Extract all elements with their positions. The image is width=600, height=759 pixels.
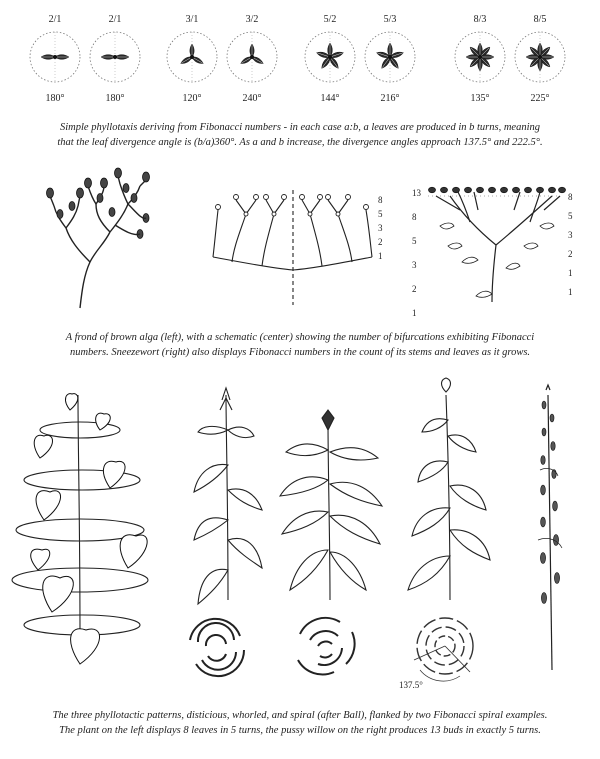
sneezewort-number: 2 bbox=[568, 249, 573, 259]
schematic-number: 1 bbox=[378, 251, 383, 261]
schematic-number: 3 bbox=[378, 223, 383, 233]
divergence-diagram bbox=[90, 14, 140, 104]
divergence-diagram bbox=[30, 14, 80, 104]
divergence-diagram bbox=[167, 14, 217, 104]
ratio-label: 8/3 bbox=[473, 14, 487, 25]
bifurcation-schematic bbox=[213, 190, 372, 305]
ratio-label: 8/5 bbox=[533, 14, 547, 25]
spiral-leaf-plant-drawing bbox=[12, 394, 148, 664]
divergence-angle-label: 225° bbox=[530, 93, 550, 104]
divergence-diagram bbox=[365, 14, 415, 104]
sneezewort-number: 1 bbox=[568, 268, 573, 278]
ratio-label: 3/2 bbox=[245, 14, 259, 25]
spiral-angle-label: 137.5° bbox=[399, 680, 423, 690]
sneezewort-number: 5 bbox=[568, 211, 573, 221]
sneezewort-drawing bbox=[428, 187, 566, 302]
schematic-number: 2 bbox=[378, 237, 383, 247]
disticious-plant-drawing bbox=[194, 388, 262, 604]
schematic-number: 5 bbox=[378, 209, 383, 219]
whorled-rings bbox=[298, 618, 355, 675]
schematic-fibonacci-numbers bbox=[378, 195, 383, 261]
spiral-pattern-circles bbox=[414, 618, 473, 681]
divergence-angle-label: 135° bbox=[470, 93, 490, 104]
divergence-angle-label: 144° bbox=[320, 93, 340, 104]
caption-alga-sneezewort: A frond of brown alga (left), with a schematic (center) showing the number of bifurcations exhibiting Fibonacci numbers. Sneezewort (right) also displays Fibonacci numbers in the count of its stems and leaves as it grows. bbox=[65, 332, 535, 358]
brown-alga-drawing bbox=[47, 168, 150, 308]
divergence-diagram bbox=[455, 14, 505, 104]
sneezewort-left-numbers bbox=[412, 188, 422, 318]
sneezewort-right-numbers bbox=[568, 192, 573, 297]
ratio-label: 2/1 bbox=[108, 14, 122, 25]
sneezewort-number: 2 bbox=[412, 284, 417, 294]
ratio-label: 3/1 bbox=[185, 14, 199, 25]
ratio-label: 5/2 bbox=[323, 14, 337, 25]
sneezewort-number: 5 bbox=[412, 236, 417, 246]
divergence-diagram bbox=[227, 14, 277, 104]
divergence-angle-label: 180° bbox=[45, 93, 65, 104]
caption-phyllotactic-patterns: The three phyllotactic patterns, disticious, whorled, and spiral (after Ball), flanked by two Fibonacci spiral examples. The plant on the left displays 8 leaves in 5 turns, the pussy willow on the right produces 13 buds in exactly 5 turns. bbox=[52, 710, 548, 736]
caption-divergence: Simple phyllotaxis deriving from Fibonacci numbers - in each case a:b, a leaves are produced in b turns, meaning that the leaf divergence angle is (b/a)360°. As a and b increase, the divergence angles approach 137.5° and 222.5°. bbox=[57, 122, 543, 148]
whorled-plant-drawing bbox=[280, 410, 382, 600]
divergence-angle-label: 216° bbox=[380, 93, 400, 104]
sneezewort-number: 8 bbox=[568, 192, 573, 202]
pussy-willow-drawing bbox=[538, 385, 562, 670]
divergence-angle-label: 240° bbox=[242, 93, 262, 104]
ratio-label: 5/3 bbox=[383, 14, 397, 25]
spiral-plant-drawing bbox=[408, 378, 490, 600]
sneezewort-number: 1 bbox=[568, 287, 573, 297]
sneezewort-number: 1 bbox=[412, 308, 417, 318]
schematic-number: 8 bbox=[378, 195, 383, 205]
divergence-angle-label: 180° bbox=[105, 93, 125, 104]
sneezewort-number: 8 bbox=[412, 212, 417, 222]
sneezewort-number: 13 bbox=[412, 188, 421, 198]
divergence-diagram bbox=[515, 14, 565, 104]
ratio-label: 2/1 bbox=[48, 14, 62, 25]
sneezewort-number: 3 bbox=[568, 230, 573, 240]
divergence-diagram-row bbox=[30, 14, 565, 104]
disticious-rings bbox=[190, 619, 244, 676]
sneezewort-number: 3 bbox=[412, 260, 417, 270]
divergence-diagram bbox=[305, 14, 355, 104]
divergence-angle-label: 120° bbox=[182, 93, 202, 104]
